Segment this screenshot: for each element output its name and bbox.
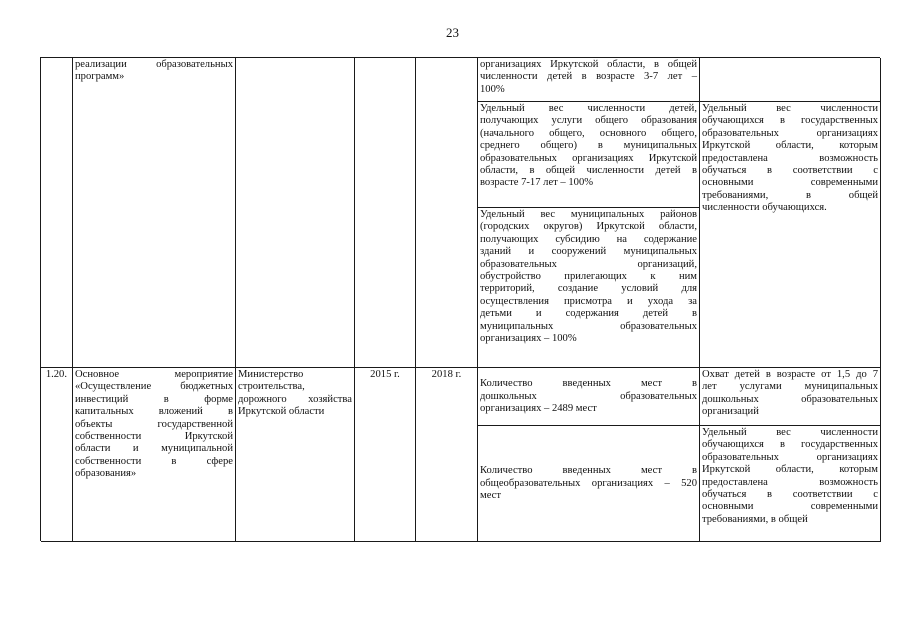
text-line: среднего общего) в муниципальных: [480, 140, 697, 152]
text-line: Удельный вес численности: [702, 427, 878, 438]
text-line: дорожного хозяйства: [238, 393, 352, 405]
text-line: «Осуществление бюджетных: [75, 381, 233, 393]
text-line: инвестиций в форме: [75, 393, 233, 405]
cell-top-result: [700, 58, 881, 102]
text-line: Иркутской области, которым: [702, 464, 878, 476]
text-line: 100%: [480, 83, 505, 95]
text-line: возрасте 7-17 лет – 100%: [480, 177, 594, 189]
top-name-text: [75, 59, 233, 84]
text-line: (городских округов) Иркутской области,: [480, 221, 697, 233]
cell-120-start: [355, 368, 416, 542]
text-line: зданий и сооружений муниципальных: [480, 246, 697, 258]
text-line: обучающихся в государственных: [702, 115, 878, 127]
text-line: Основное мероприятие: [75, 369, 233, 380]
program-table: [40, 57, 880, 541]
text-line: Количество введенных мест в: [480, 465, 697, 477]
text-line: Удельный вес численности детей,: [480, 103, 697, 114]
text-line: программ»: [75, 71, 125, 83]
text-line: образовательных организациях: [702, 127, 878, 139]
text-line: осуществления присмотра и ухода за: [480, 295, 697, 307]
text-line: образования»: [75, 468, 137, 480]
row-120-start-year: 2015 г.: [370, 369, 400, 380]
cell-a-indicator-2: [478, 208, 700, 368]
text-line: организациях – 100%: [480, 333, 577, 345]
a-result-text: [702, 103, 878, 215]
top-indicator-text: [480, 59, 697, 96]
text-line: (начального общего, основного общего,: [480, 127, 697, 139]
text-line: области и муниципальной: [75, 443, 233, 455]
text-line: образовательных организациях: [702, 451, 878, 463]
text-line: собственности Иркутской: [75, 431, 233, 443]
cell-120-indicator-2: [478, 426, 700, 542]
cell-120-indicator-1: [478, 368, 700, 426]
text-line: Иркутской области: [238, 406, 325, 418]
text-line: численности детей в возрасте 3-7 лет –: [480, 71, 697, 83]
cell-120-name: [73, 368, 236, 542]
text-line: требованиями, в общей: [702, 189, 878, 201]
text-line: области, в общей численности детей в: [480, 165, 697, 177]
cell-a-result: [700, 102, 881, 368]
cell-top-end: [416, 58, 478, 368]
text-line: лет услугами муниципальных: [702, 381, 878, 393]
text-line: обучающихся в государственных: [702, 439, 878, 451]
text-line: Иркутской области, которым: [702, 140, 878, 152]
text-line: детьми и содержания детей в: [480, 308, 697, 320]
cell-120-number: [41, 368, 73, 542]
text-line: обучаться в соответствии с: [702, 489, 878, 501]
cell-top-executor: [236, 58, 355, 368]
text-line: Охват детей в возрасте от 1,5 до 7: [702, 369, 878, 380]
cell-top-number: [41, 58, 73, 368]
text-line: Удельный вес муниципальных районов: [480, 209, 697, 220]
text-line: предоставлена возможность: [702, 476, 878, 488]
cell-120-end: [416, 368, 478, 542]
text-line: дошкольных образовательных: [702, 393, 878, 405]
text-line: Удельный вес численности: [702, 103, 878, 114]
cell-top-indicator: [478, 58, 700, 102]
a-indicator-1-text: [480, 103, 697, 190]
text-line: мест: [480, 490, 502, 502]
text-line: капитальных вложений в: [75, 406, 233, 418]
text-line: организаций: [702, 406, 759, 418]
text-line: образовательных организаций,: [480, 258, 697, 270]
text-line: Министерство: [238, 369, 304, 380]
cell-120-executor: [236, 368, 355, 542]
text-line: строительства,: [238, 381, 305, 393]
text-line: основными современными: [702, 501, 878, 513]
page-number: 23: [446, 25, 459, 40]
text-line: предоставлена возможность: [702, 152, 878, 164]
cell-a-indicator-1: [478, 102, 700, 208]
cell-top-start: [355, 58, 416, 368]
text-line: образовательных организациях Иркутской: [480, 152, 697, 164]
text-line: получающих субсидию на содержание: [480, 233, 697, 245]
row-120-indicator-1-text: [480, 378, 697, 415]
text-line: обучаться в соответствии с: [702, 165, 878, 177]
cell-120-result-1: [700, 368, 881, 426]
text-line: собственности в сфере: [75, 455, 233, 467]
row-120-end-year: 2018 г.: [431, 369, 462, 380]
text-line: дошкольных образовательных: [480, 390, 697, 402]
cell-120-result-2: [700, 426, 881, 542]
text-line: требованиями, в общей: [702, 513, 808, 525]
text-line: муниципальных образовательных: [480, 320, 697, 332]
row-120-result-2-text: [702, 427, 878, 526]
text-line: территорий, создание условий для: [480, 283, 697, 295]
row-120-indicator-2-text: [480, 465, 697, 502]
text-line: основными современными: [702, 177, 878, 189]
text-line: объекты государственной: [75, 418, 233, 430]
a-indicator-2-text: [480, 209, 697, 345]
text-line: получающих услуги общего образования: [480, 115, 697, 127]
text-line: реализации образовательных: [75, 59, 233, 70]
row-120-result-1-text: [702, 369, 878, 419]
text-line: организациях Иркутской области, в общей: [480, 59, 697, 70]
text-line: организациях – 2489 мест: [480, 403, 597, 415]
text-line: численности обучающихся.: [702, 202, 827, 214]
text-line: обустройство прилегающих к ним: [480, 271, 697, 283]
text-line: общеобразовательных организациях – 520: [480, 477, 697, 489]
cell-top-name: [73, 58, 236, 368]
row-120-number: 1.20.: [45, 369, 67, 380]
row-120-executor-text: [238, 369, 352, 419]
text-line: Количество введенных мест в: [480, 378, 697, 390]
row-120-name-text: [75, 369, 233, 481]
